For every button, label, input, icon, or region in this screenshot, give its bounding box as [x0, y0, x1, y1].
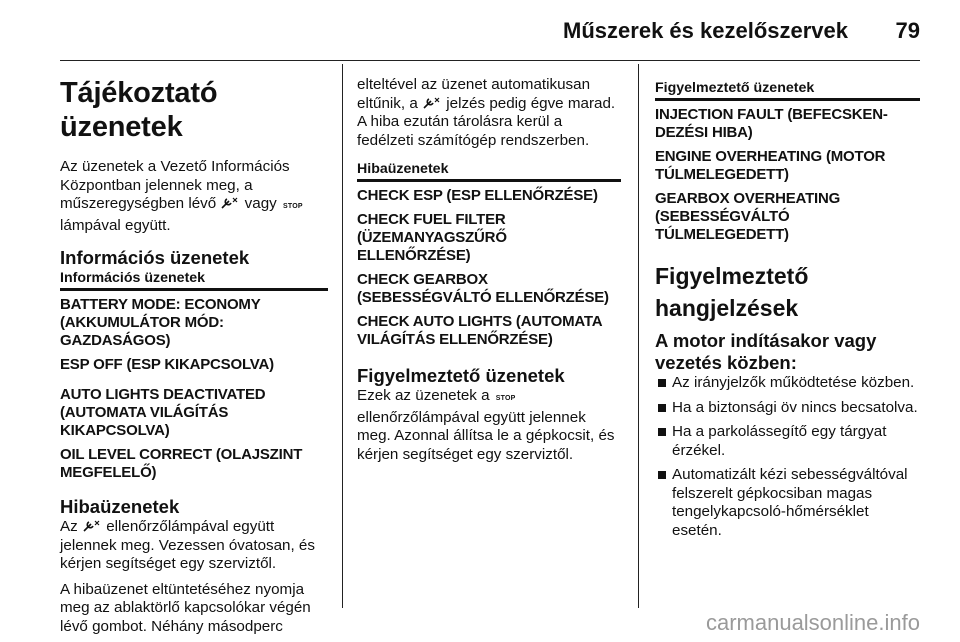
- wrench-icon: [82, 519, 102, 533]
- continued-paragraph: [357, 76, 621, 150]
- column-divider: [638, 64, 639, 608]
- warnings-table-header: Figyelmeztető üzenetek: [655, 79, 920, 101]
- header-title: Műszerek és kezelőszervek: [563, 18, 848, 43]
- page-header: [0, 0, 960, 62]
- table-row: CHECK GEARBOX (SEBESSÉGVÁLTÓ ELLENŐRZÉSE): [357, 271, 609, 306]
- column-3: [655, 64, 920, 608]
- watermark: carmanualsonline.info: [705, 610, 920, 635]
- warnings-heading: Figyelmeztető üzenetek: [357, 365, 565, 386]
- intro-text: Az üzenetek a Vezető Információs Központban jelennek meg, a műszeregységben lévő: [60, 158, 290, 212]
- table-row: CHECK FUEL FILTER (ÜZEMANYAGSZŰRŐ ELLENŐRZÉSE): [357, 211, 507, 264]
- bullet-square-icon: [658, 404, 666, 412]
- table-row: GEARBOX OVERHEATING (SEBESSÉGVÁLTÓ TÚLMELEGEDETT): [655, 190, 841, 243]
- list-item: [655, 423, 920, 460]
- page-number: 79: [895, 18, 920, 43]
- continued-text: elteltével az üzenet automatikusan eltűnik, a: [357, 76, 591, 112]
- table-row: ENGINE OVERHEATING (MOTOR TÚLMELEGEDETT): [655, 148, 886, 183]
- list-item: [655, 374, 920, 393]
- errors-heading: Hibaüzenetek: [60, 496, 180, 517]
- continued-text: jelzés pedig égve marad. A hiba ezután tárolásra kerül a fedélzeti számítógép rendszerben.: [357, 94, 616, 149]
- table-row: BATTERY MODE: ECONOMY (AKKUMULÁTOR MÓD: GAZDASÁGOS): [60, 296, 261, 349]
- bullet-square-icon: [658, 428, 666, 436]
- list-item-text: Az irányjelzők működtetése közben.: [672, 374, 915, 391]
- bullet-square-icon: [658, 379, 666, 387]
- info-heading: Információs üzenetek: [60, 247, 250, 268]
- warnings-paragraph: [357, 387, 621, 464]
- warnings-text: ellenőrzőlámpával együtt jelennek meg. Azonnal állítsa le a gépkocsit, és kérjen segítséget egy szerviztől.: [357, 408, 615, 463]
- intro-text: vagy: [244, 195, 277, 212]
- list-item: [655, 399, 920, 418]
- stop-icon: STOP: [495, 395, 516, 402]
- info-table-header: Információs üzenetek: [60, 269, 328, 291]
- errors-text: Az: [60, 518, 78, 535]
- list-item-text: Automatizált kézi sebességváltóval felszerelt gépkocsiban magas tengelykapcsoló-hőmérséklet esetén.: [672, 466, 908, 539]
- section-title: Tájékoztató üzenetek: [60, 77, 218, 143]
- errors-paragraph: [60, 518, 328, 574]
- wrench-icon: [220, 196, 240, 210]
- table-row: OIL LEVEL CORRECT (OLAJSZINT MEGFELELŐ): [60, 446, 303, 481]
- table-row: CHECK ESP (ESP ELLENŐRZÉSE): [357, 187, 598, 204]
- column-divider: [342, 64, 343, 608]
- column-1: [60, 64, 328, 635]
- table-row: AUTO LIGHTS DEACTIVATED (AUTOMATA VILÁGÍTÁS KIKAPCSOLVA): [60, 386, 266, 439]
- sub-heading: A motor indításakor vagy vezetés közben:: [655, 330, 877, 373]
- bullet-square-icon: [658, 471, 666, 479]
- bullet-list: [655, 374, 920, 540]
- intro-text: lámpával együtt.: [60, 216, 171, 234]
- list-item-text: Ha a biztonsági öv nincs becsatolva.: [672, 398, 918, 416]
- intro-paragraph: [60, 158, 328, 235]
- wrench-icon: [422, 96, 442, 110]
- table-row: INJECTION FAULT (BEFECSKEN-DEZÉSI HIBA): [655, 106, 888, 141]
- errors-text: ellenőrzőlámpával együtt jelennek meg. Vezessen óvatosan, és kérjen segítséget egy szerviztől.: [60, 518, 315, 572]
- header-rule: [60, 60, 920, 61]
- sound-heading: Figyelmeztető hangjelzések: [655, 263, 809, 321]
- list-item: [655, 466, 920, 540]
- stop-icon: STOP: [282, 203, 303, 210]
- table-row: CHECK AUTO LIGHTS (AUTOMATA VILÁGÍTÁS ELLENŐRZÉSE): [357, 313, 602, 348]
- errors-table-header: Hibaüzenetek: [357, 160, 621, 182]
- table-row: ESP OFF (ESP KIKAPCSOLVA): [60, 356, 274, 373]
- list-item-text: Ha a parkolássegítő egy tárgyat érzékel.: [672, 423, 887, 459]
- errors-paragraph-2: A hibaüzenet eltüntetéséhez nyomja meg az ablaktörlő kapcsolókar végén lévő gombot. Néhány másodperc: [60, 580, 311, 635]
- column-2: [357, 64, 621, 608]
- warnings-text: Ezek az üzenetek a: [357, 387, 490, 404]
